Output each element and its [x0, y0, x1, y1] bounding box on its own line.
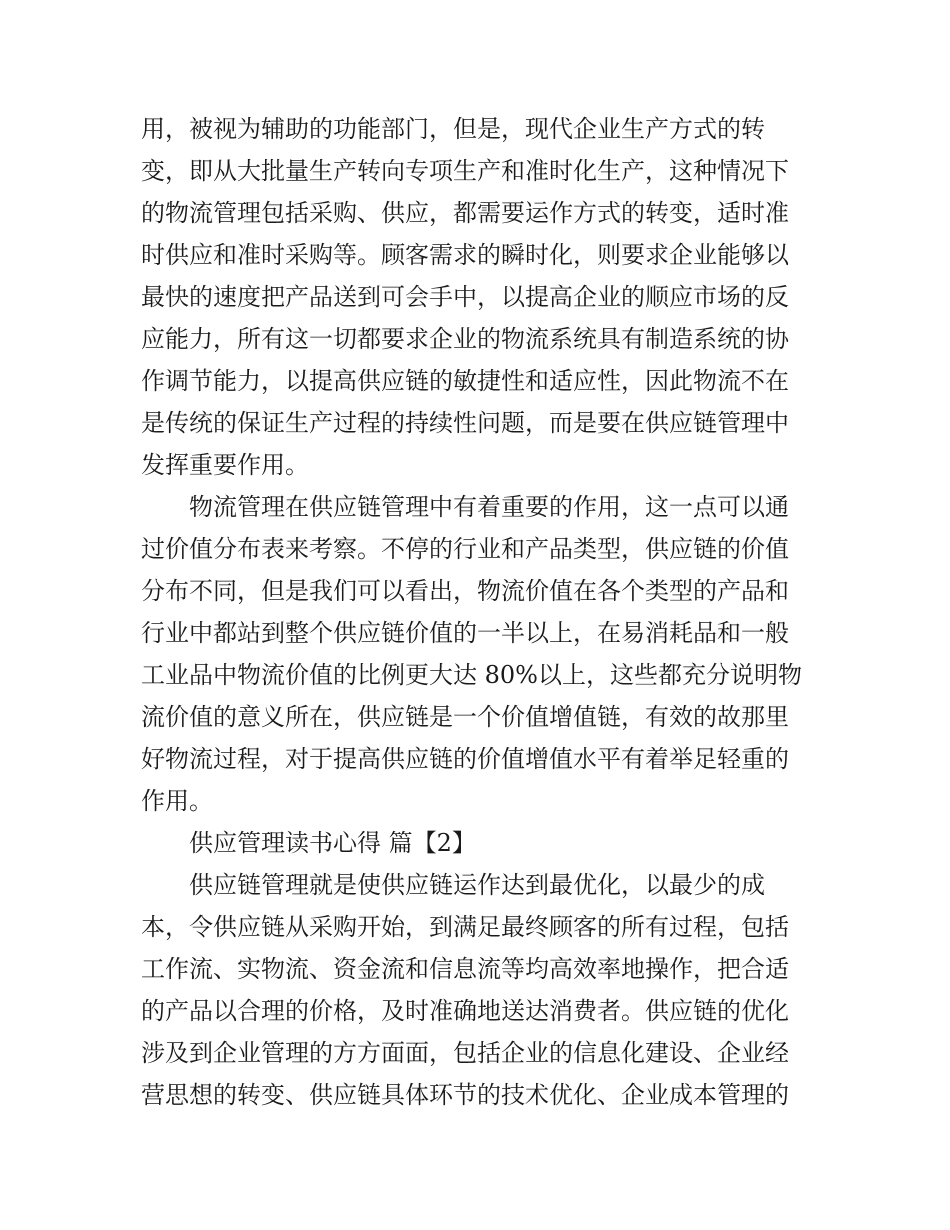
text-line: 营思想的转变、供应链具体环节的技术优化、企业成本管理的 [141, 1081, 789, 1109]
paragraph-2 [141, 486, 813, 822]
text-line: 物流管理在供应链管理中有着重要的作用，这一点可以通 [189, 493, 789, 521]
text-line: 好物流过程，对于提高供应链的价值增值水平有着举足轻重的 [141, 745, 789, 773]
text-line: 作调节能力，以提高供应链的敏捷性和适应性，因此物流不在 [141, 367, 789, 395]
text-line: 供应链管理就是使供应链运作达到最优化，以最少的成 [189, 871, 765, 899]
text-line: 最快的速度把产品送到可会手中，以提高企业的顺应市场的反 [141, 283, 789, 311]
text-line: 用，被视为辅助的功能部门，但是，现代企业生产方式的转 [141, 115, 765, 143]
text-line: 的物流管理包括采购、供应，都需要运作方式的转变，适时准 [141, 199, 789, 227]
paragraph-1 [141, 108, 813, 486]
document-body [141, 108, 813, 1116]
text-line: 时供应和准时采购等。顾客需求的瞬时化，则要求企业能够以 [141, 241, 789, 269]
text-line: 本，令供应链从采购开始，到满足最终顾客的所有过程，包括 [141, 913, 789, 941]
text-line: 发挥重要作用。 [141, 451, 309, 479]
text-line: 作用。 [141, 787, 213, 815]
text-line: 工作流、实物流、资金流和信息流等均高效率地操作，把合适 [141, 955, 789, 983]
text-line: 应能力，所有这一切都要求企业的物流系统具有制造系统的协 [141, 325, 789, 353]
text-line: 流价值的意义所在，供应链是一个价值增值链，有效的故那里 [141, 703, 789, 731]
text-line: 涉及到企业管理的方方面面，包括企业的信息化建设、企业经 [141, 1039, 789, 1067]
text-line: 变，即从大批量生产转向专项生产和准时化生产，这种情况下 [141, 157, 789, 185]
section-heading: 供应管理读书心得 篇【2】 [189, 829, 476, 857]
paragraph-3 [141, 864, 813, 1116]
text-line: 行业中都站到整个供应链价值的一半以上，在易消耗品和一般 [141, 619, 789, 647]
text-line: 是传统的保证生产过程的持续性问题，而是要在供应链管理中 [141, 409, 789, 437]
text-line: 过价值分布表来考察。不停的行业和产品类型，供应链的价值 [141, 535, 789, 563]
text-line: 的产品以合理的价格，及时准确地送达消费者。供应链的优化 [141, 997, 789, 1025]
text-line: 分布不同，但是我们可以看出，物流价值在各个类型的产品和 [141, 577, 789, 605]
text-line: 工业品中物流价值的比例更大达 80%以上，这些都充分说明物 [141, 661, 802, 689]
